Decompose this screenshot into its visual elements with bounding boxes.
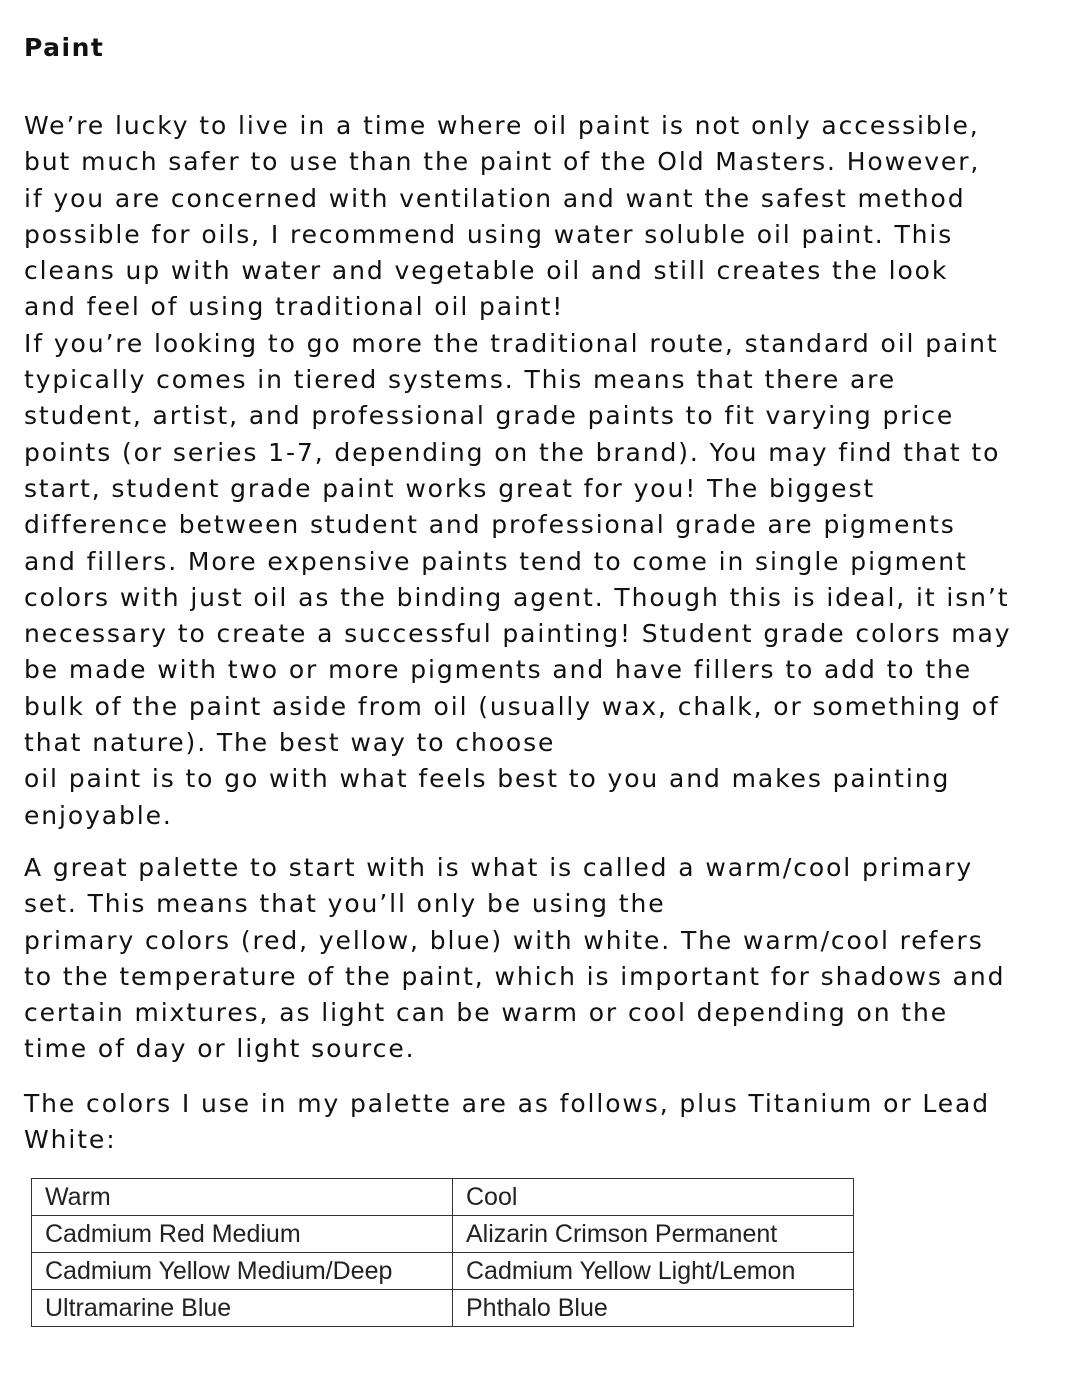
paragraph-palette [24, 850, 1054, 1068]
text-line: A great palette to start with is what is called a warm/cool primary [24, 852, 974, 882]
table-cell-cool-header: Cool [453, 1179, 854, 1216]
text-line: if you are concerned with ventilation and want the safest method [24, 183, 966, 213]
table-row [32, 1216, 854, 1253]
text-line: points (or series 1-7, depending on the brand). You may find that to [24, 437, 1001, 467]
text-line: colors with just oil as the binding agent. Though this is ideal, it isn’t [24, 582, 1010, 612]
text-line: We’re lucky to live in a time where oil paint is not only accessible, [24, 111, 980, 140]
text-line: enjoyable. [24, 800, 173, 830]
text-line: set. This means that you’ll only be using the [24, 889, 666, 919]
text-line: difference between student and professional grade are pigments [24, 510, 956, 540]
text-line: necessary to create a successful painting! Student grade colors may [24, 619, 1012, 649]
table-row [32, 1290, 854, 1327]
text-line: be made with two or more pigments and have fillers to add to the [24, 655, 973, 685]
table-cell: Cadmium Yellow Medium/Deep [32, 1253, 453, 1290]
text-line: student, artist, and professional grade paints to fit varying price [24, 401, 955, 431]
text-line: primary colors (red, yellow, blue) with white. The warm/cool refers [24, 925, 984, 955]
text-line: The colors I use in my palette are as follows, plus Titanium or Lead [24, 1088, 991, 1118]
table-header-row [32, 1179, 854, 1216]
text-line: If you’re looking to go more the traditional route, standard oil paint [24, 328, 999, 358]
paragraph-oil-paint [24, 108, 1054, 834]
table-row [32, 1253, 854, 1290]
text-line: and feel of using traditional oil paint! [24, 292, 565, 322]
table-cell: Cadmium Red Medium [32, 1216, 453, 1253]
table-cell: Alizarin Crimson Permanent [453, 1216, 854, 1253]
color-palette-table [31, 1178, 854, 1327]
text-line: start, student grade paint works great for you! The biggest [24, 473, 876, 503]
document-page [24, 30, 1054, 1158]
text-line: but much safer to use than the paint of the Old Masters. However, [24, 147, 981, 177]
text-line: that nature). The best way to choose [24, 728, 556, 758]
table-cell-warm-header: Warm [32, 1179, 453, 1216]
text-line: possible for oils, I recommend using water soluble oil paint. This [24, 219, 954, 249]
text-line: certain mixtures, as light can be warm or cool depending on the [24, 998, 949, 1028]
paragraph-colors-intro [24, 1086, 1054, 1159]
text-line: time of day or light source. [24, 1034, 416, 1064]
table-cell: Cadmium Yellow Light/Lemon [453, 1253, 854, 1290]
text-line: to the temperature of the paint, which is important for shadows and [24, 961, 1006, 991]
text-line: typically comes in tiered systems. This means that there are [24, 365, 897, 395]
text-line: cleans up with water and vegetable oil and still creates the look [24, 256, 949, 286]
text-line: bulk of the paint aside from oil (usually wax, chalk, or something of [24, 691, 1000, 721]
table-cell: Ultramarine Blue [32, 1290, 453, 1327]
text-line: and fillers. More expensive paints tend to come in single pigment [24, 546, 968, 576]
paragraph-spacer [24, 834, 1054, 850]
paragraph-spacer [24, 1068, 1054, 1086]
page-title: Paint [24, 33, 105, 62]
table-cell: Phthalo Blue [453, 1290, 854, 1327]
text-line: oil paint is to go with what feels best to you and makes painting [24, 764, 951, 794]
text-line: White: [24, 1125, 117, 1155]
